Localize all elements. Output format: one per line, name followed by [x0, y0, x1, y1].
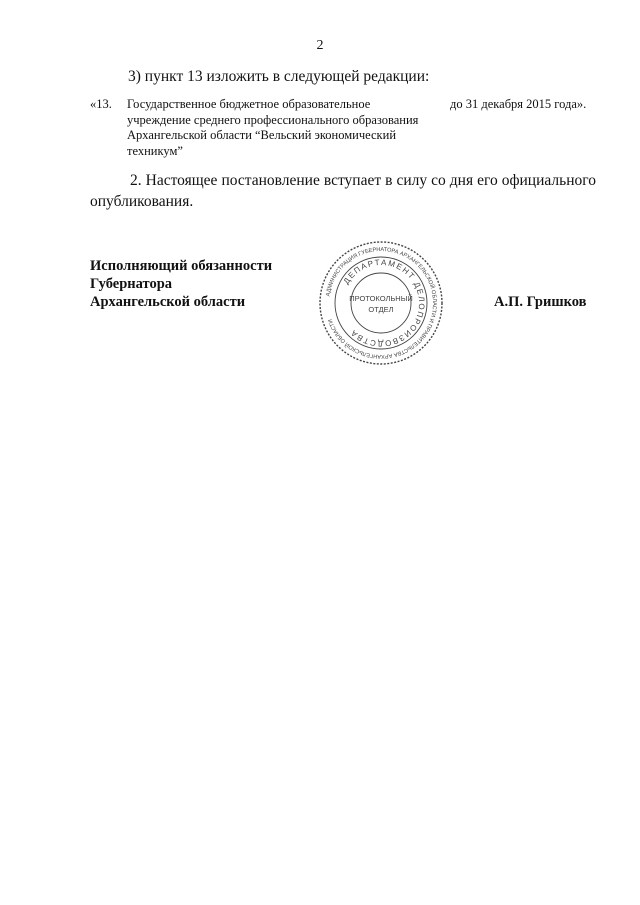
seal-outer-text: АДМИНИСТРАЦИЯ ГУБЕРНАТОРА АРХАНГЕЛЬСКОЙ ОБЛАСТИ И ПРАВИТЕЛЬСТВА АРХАНГЕЛЬСКОЙ ОБЛАСТИ — [325, 246, 438, 360]
item-number: «13. — [90, 97, 112, 111]
seal-middle-ring — [335, 257, 427, 349]
signatory-title-line: Архангельской области — [90, 294, 246, 310]
official-seal-stamp — [318, 240, 444, 366]
page-number: 2 — [316, 38, 324, 53]
item-line: Архангельской области “Вельский экономический — [127, 128, 397, 142]
seal-inner-text: ДЕПАРТАМЕНТ ДЕЛОПРОИЗВОДСТВА — [341, 257, 427, 349]
paragraph-2: 2. Настоящее постановление вступает в силу со дня его официального опубликования. — [90, 172, 596, 210]
seal-center-line-1: ПРОТОКОЛЬНЫЙ — [349, 294, 413, 303]
item-institution-name — [127, 97, 445, 159]
signatory-name: А.П. Гришков — [494, 294, 587, 310]
item-deadline: до 31 декабря 2015 года». — [450, 97, 587, 111]
seal-center-line-2: ОТДЕЛ — [368, 305, 394, 314]
signatory-title — [90, 257, 272, 311]
seal-inner-ring — [351, 273, 411, 333]
item-line: учреждение среднего профессионального образования — [127, 112, 419, 127]
signatory-title-line: Губернатора — [90, 276, 173, 292]
clause-3-text: 3) пункт 13 изложить в следующей редакции: — [128, 68, 430, 85]
item-line: техникум” — [127, 143, 183, 158]
item-line: Государственное бюджетное образовательное — [127, 97, 371, 111]
signatory-title-line: Исполняющий обязанности — [90, 258, 273, 274]
